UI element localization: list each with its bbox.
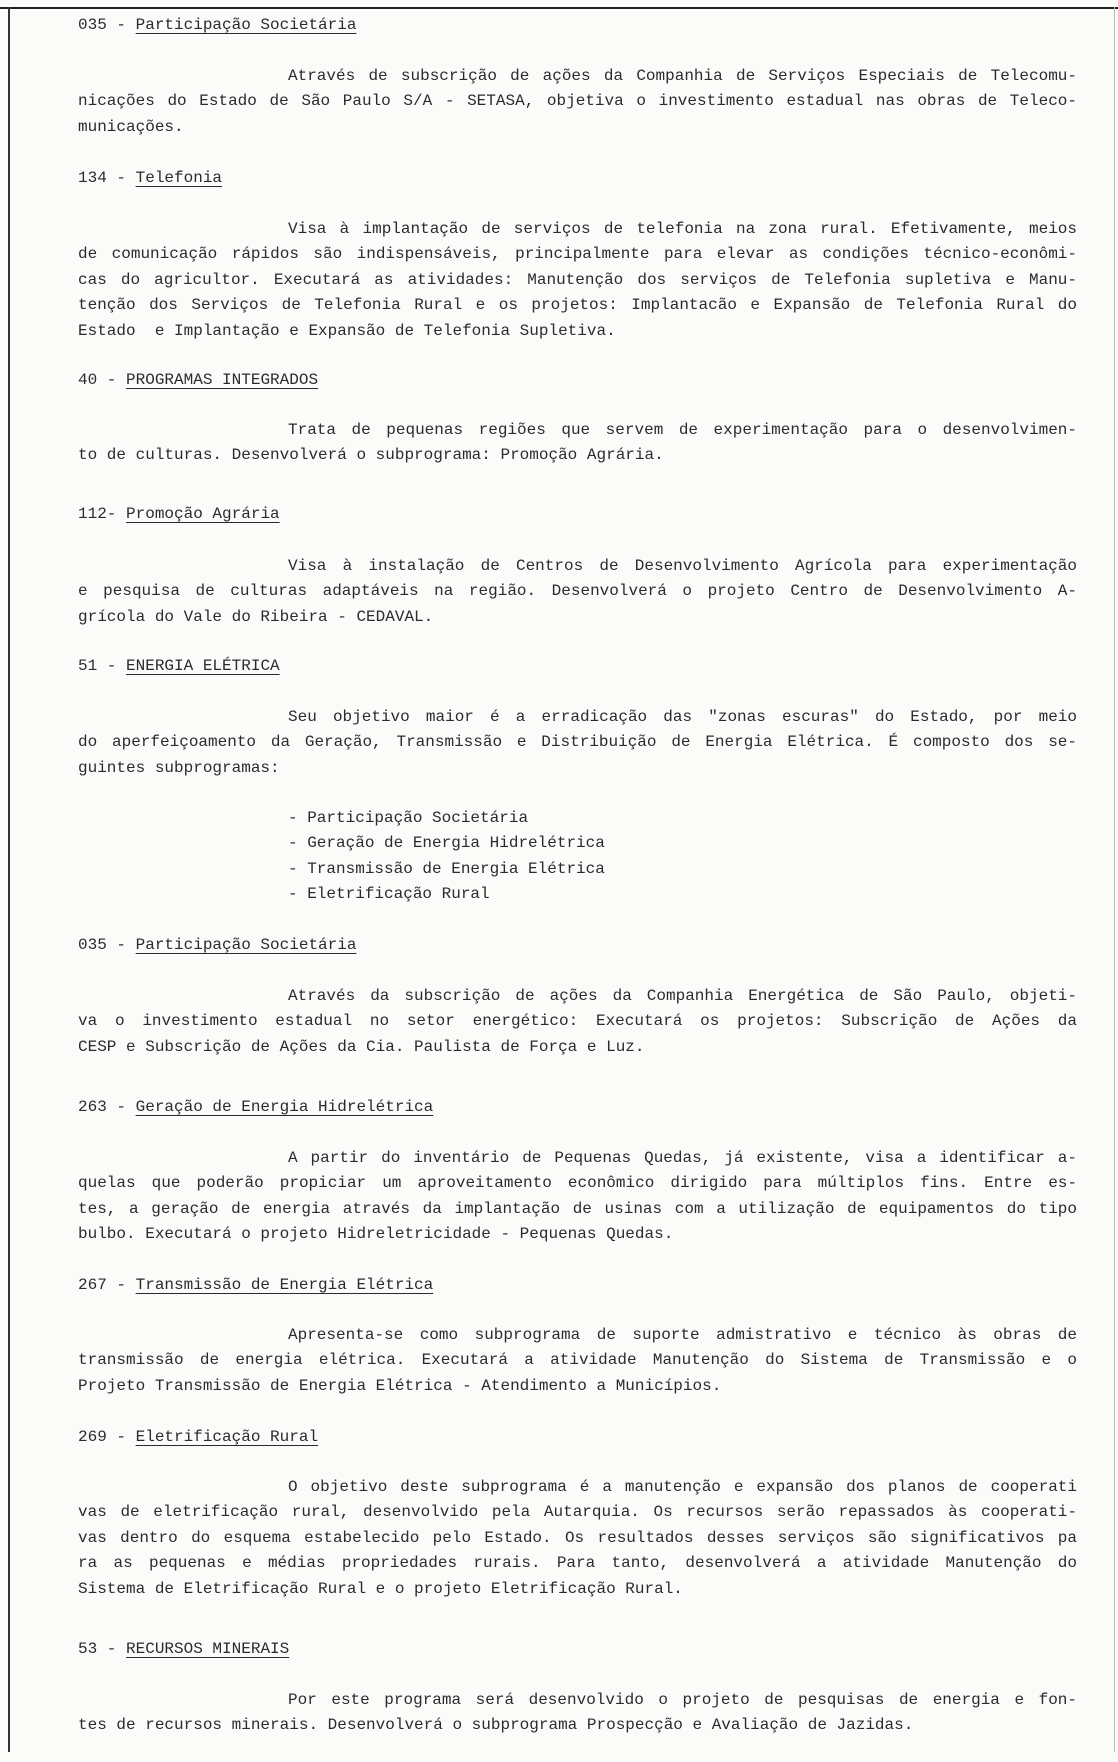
- paragraph-line: Estado e Implantação e Expansão de Telefonia Supletiva.: [78, 321, 616, 340]
- list-item: - Eletrificação Rural: [288, 885, 490, 904]
- section-title: Transmissão de Energia Elétrica: [135, 1276, 434, 1294]
- paragraph-line: Sistema de Eletrificação Rural e o projeto Eletrificação Rural.: [78, 1579, 683, 1598]
- section-heading: [78, 367, 318, 393]
- section-number: 263 -: [78, 1098, 136, 1116]
- section-heading: [78, 1094, 433, 1120]
- section-number: 267 -: [78, 1276, 136, 1294]
- section-number: 035 -: [78, 936, 136, 954]
- paragraph-line: vas dentro do esquema estabelecido pelo Estado. Os resultados desses serviços são significativos pa: [78, 1528, 1077, 1547]
- paragraph-line: tes, a geração de energia através da implantação de usinas com a utilização de equipamentos do tipo: [78, 1199, 1077, 1218]
- paragraph-line: do aperfeiçoamento da Geração, Transmissão e Distribuição de Energia Elétrica. É composto dos se-: [78, 733, 1077, 752]
- paragraph-line: Através de subscrição de ações da Companhia de Serviços Especiais de Telecomu-: [288, 67, 1077, 85]
- paragraph-line: e pesquisa de culturas adaptáveis na região. Desenvolverá o projeto Centro de Desenvolvimento A-: [78, 582, 1077, 601]
- paragraph-line: Trata de pequenas regiões que servem de experimentação para o desenvolvimen-: [288, 421, 1077, 439]
- section-title: PROGRAMAS INTEGRADOS: [126, 371, 319, 389]
- list-item: - Transmissão de Energia Elétrica: [288, 859, 605, 878]
- paragraph-line: Apresenta-se como subprograma de suporte admistrativo e técnico às obras de: [288, 1326, 1077, 1344]
- section-heading: [78, 653, 280, 679]
- page-left-border: [8, 7, 10, 1752]
- paragraph-line: cas do agricultor. Executará as atividades: Manutenção dos serviços de Telefonia supletiva e Manu-: [78, 270, 1077, 289]
- list-item: - Participação Societária: [288, 809, 529, 827]
- section-heading: [78, 1636, 289, 1662]
- section-number: 51 -: [78, 657, 127, 675]
- list-item: - Geração de Energia Hidrelétrica: [288, 834, 605, 853]
- paragraph-line: Seu objetivo maior é a erradicação das "zonas escuras" do Estado, por meio: [288, 708, 1077, 726]
- paragraph-line: quelas que poderão propiciar um aproveitamento econômico dirigido para múltiplos fins. Entre es-: [78, 1174, 1077, 1193]
- section-title: Participação Societária: [135, 936, 357, 954]
- paragraph-line: de comunicação rápidos são indispensáveis, principalmente para elevar as condições técnico-econômi-: [78, 245, 1077, 264]
- section-number: 112-: [78, 505, 127, 523]
- paragraph-line: municações.: [78, 117, 184, 136]
- paragraph-line: Por este programa será desenvolvido o projeto de pesquisas de energia e fon-: [288, 1691, 1077, 1709]
- paragraph-line: tenção dos Serviços de Telefonia Rural e os projetos: Implantacão e Expansão de Telefonia Rural do: [78, 296, 1077, 315]
- section-heading: [78, 165, 222, 191]
- section-heading: [78, 1424, 318, 1450]
- paragraph-line: tes de recursos minerais. Desenvolverá o subprograma Prospecção e Avaliação de Jazidas.: [78, 1716, 914, 1735]
- section-title: Telefonia: [135, 169, 223, 187]
- section-heading: [78, 501, 280, 527]
- section-number: 134 -: [78, 169, 136, 187]
- page-right-border: [1114, 7, 1115, 1752]
- paragraph-line: to de culturas. Desenvolverá o subprograma: Promoção Agrária.: [78, 446, 664, 465]
- paragraph-line: O objetivo deste subprograma é a manutenção e expansão dos planos de cooperati: [288, 1478, 1077, 1496]
- paragraph-line: bulbo. Executará o projeto Hidreletricidade - Pequenas Quedas.: [78, 1225, 674, 1244]
- section-title: RECURSOS MINERAIS: [126, 1640, 290, 1658]
- paragraph-line: ra as pequenas e médias propriedades rurais. Para tanto, desenvolverá a atividade Manutenção do: [78, 1554, 1077, 1573]
- paragraph-line: va o investimento estadual no setor energético: Executará os projetos: Subscrição de Ações da: [78, 1012, 1077, 1031]
- section-title: Promoção Agrária: [126, 505, 280, 523]
- section-heading: [78, 1272, 433, 1298]
- page-top-border: [0, 7, 1118, 9]
- paragraph-line: guintes subprogramas:: [78, 758, 280, 777]
- section-title: Eletrificação Rural: [135, 1428, 319, 1446]
- paragraph-line: Projeto Transmissão de Energia Elétrica - Atendimento a Municípios.: [78, 1376, 722, 1395]
- paragraph-line: Visa à instalação de Centros de Desenvolvimento Agrícola para experimentação: [288, 557, 1077, 575]
- section-heading: [78, 12, 356, 38]
- paragraph-line: Visa à implantação de serviços de telefonia na zona rural. Efetivamente, meios: [288, 220, 1077, 238]
- section-title: Participação Societária: [135, 16, 357, 34]
- section-number: 269 -: [78, 1428, 136, 1446]
- paragraph-line: transmissão de energia elétrica. Executará a atividade Manutenção do Sistema de Transmissão e o: [78, 1351, 1077, 1370]
- section-number: 53 -: [78, 1640, 127, 1658]
- section-number: 035 -: [78, 16, 136, 34]
- section-title: Geração de Energia Hidrelétrica: [135, 1098, 434, 1116]
- paragraph-line: Através da subscrição de ações da Companhia Energética de São Paulo, objeti-: [288, 987, 1077, 1005]
- paragraph-line: nicações do Estado de São Paulo S/A - SETASA, objetiva o investimento estadual nas obras de Teleco-: [78, 92, 1077, 111]
- section-heading: [78, 932, 356, 958]
- section-title: ENERGIA ELÉTRICA: [126, 657, 280, 675]
- paragraph-line: grícola do Vale do Ribeira - CEDAVAL.: [78, 607, 434, 626]
- paragraph-line: vas de eletrificação rural, desenvolvido pela Autarquia. Os recursos serão repassados às cooperati-: [78, 1503, 1077, 1522]
- paragraph-line: A partir do inventário de Pequenas Quedas, já existente, visa a identificar a-: [288, 1149, 1077, 1167]
- section-number: 40 -: [78, 371, 127, 389]
- paragraph-line: CESP e Subscrição de Ações da Cia. Paulista de Força e Luz.: [78, 1037, 645, 1056]
